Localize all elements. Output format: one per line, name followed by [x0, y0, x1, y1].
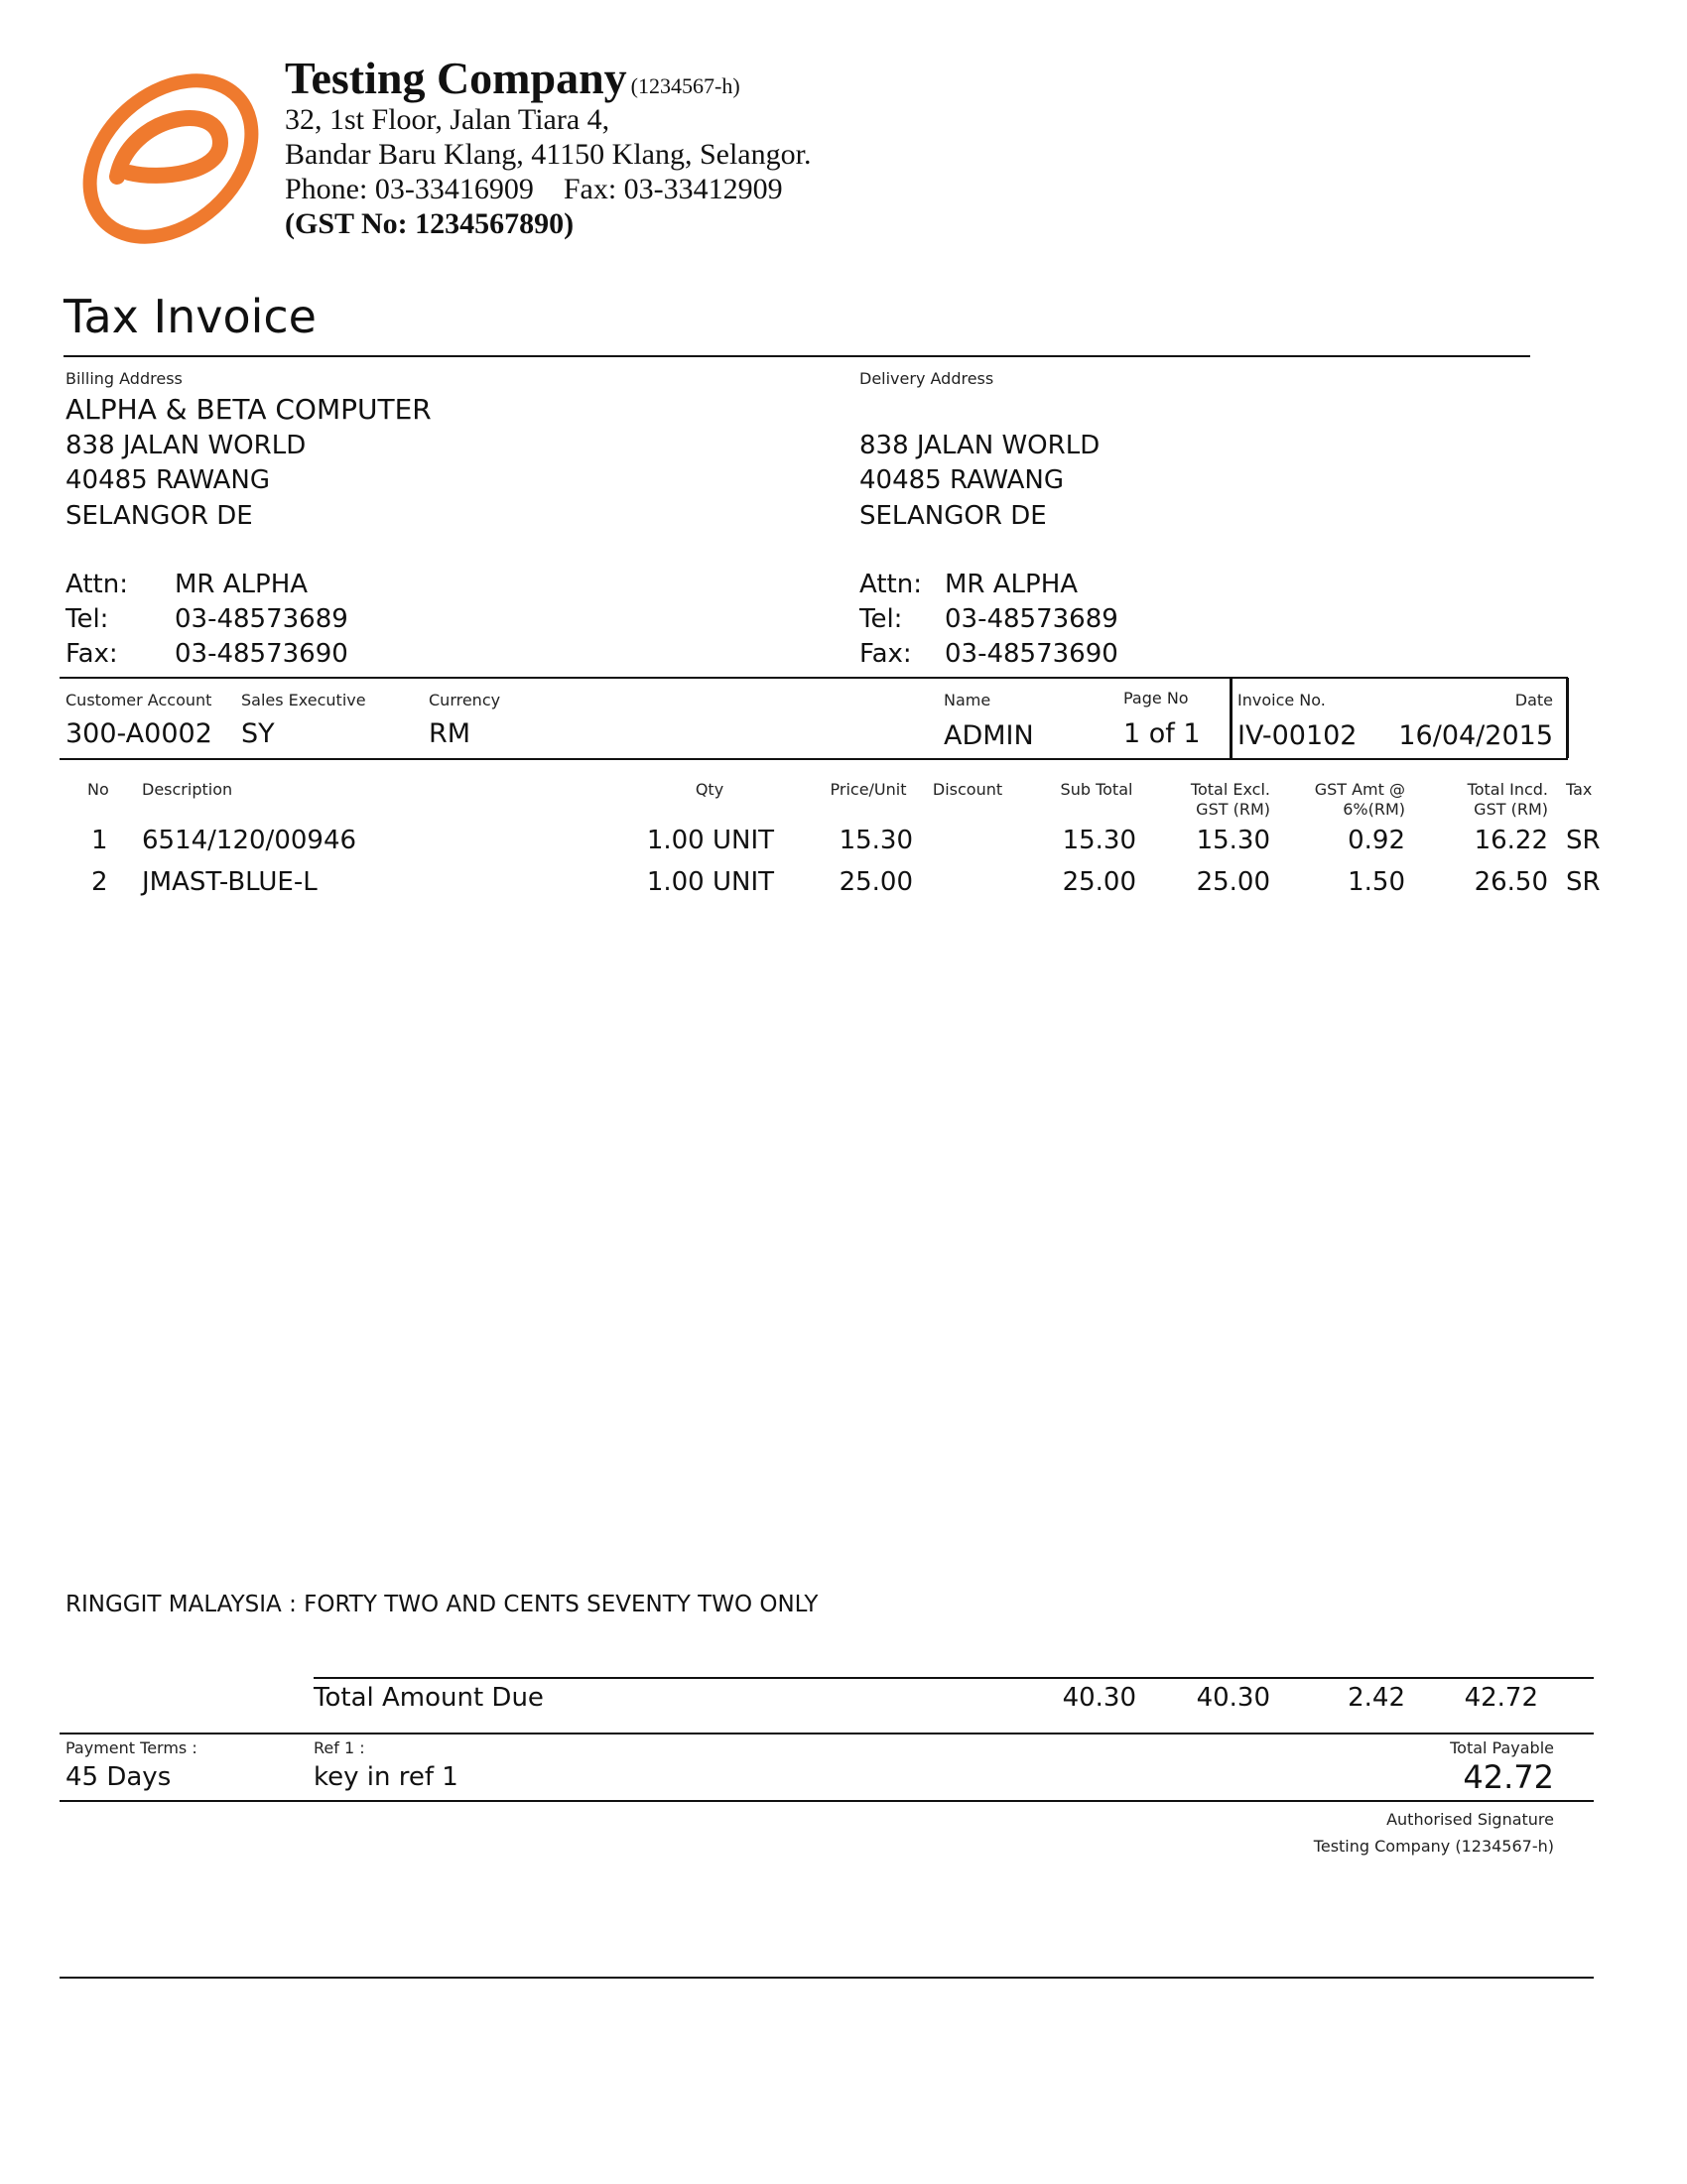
company-heading [285, 52, 740, 104]
item-subtotal: 15.30 [1062, 826, 1136, 855]
item-no: 1 [91, 826, 108, 855]
ref-value: key in ref 1 [314, 1762, 458, 1792]
page-no-label: Page No [1123, 689, 1189, 707]
totals-top-divider [314, 1677, 1594, 1679]
item-no: 2 [91, 867, 108, 897]
col-description: Description [142, 780, 233, 799]
company-gst-no: (GST No: 1234567890) [285, 207, 575, 240]
item-subtotal: 25.00 [1062, 867, 1136, 897]
total-subtotal: 40.30 [1062, 1683, 1136, 1713]
col-discount: Discount [932, 780, 1003, 799]
col-gst-amt-rate: 6%(RM) [1343, 800, 1405, 819]
total-excl: 40.30 [1196, 1683, 1270, 1713]
item-total-excl: 25.00 [1196, 867, 1270, 897]
item-qty: 1.00 UNIT [646, 867, 774, 897]
invoice-no: IV-00102 [1237, 720, 1358, 751]
currency: RM [429, 718, 471, 749]
item-total-incl: 26.50 [1474, 867, 1548, 897]
company-reg-no: (1234567-h) [630, 73, 740, 98]
delivery-attn-label: Attn: [859, 570, 922, 599]
document-title: Tax Invoice [64, 290, 317, 343]
page-no: 1 of 1 [1123, 718, 1201, 749]
total-gst: 2.42 [1348, 1683, 1405, 1713]
name-label: Name [944, 691, 991, 709]
delivery-attn: MR ALPHA [945, 570, 1079, 599]
item-gst-amt: 1.50 [1348, 867, 1405, 897]
company-name: Testing Company [285, 53, 627, 103]
meta-bottom-divider [60, 758, 1568, 760]
delivery-line-1: 838 JALAN WORLD [859, 431, 1101, 460]
title-divider [64, 355, 1530, 357]
total-payable: 42.72 [1463, 1758, 1554, 1796]
date-label: Date [1514, 691, 1553, 709]
total-amount-due-label: Total Amount Due [314, 1683, 544, 1713]
item-gst-amt: 0.92 [1348, 826, 1405, 855]
totals-bottom-divider [60, 1733, 1594, 1734]
ref-label: Ref 1 : [314, 1738, 365, 1757]
delivery-fax-label: Fax: [859, 639, 912, 669]
col-price: Price/Unit [830, 780, 907, 799]
company-address-2: Bandar Baru Klang, 41150 Klang, Selangor. [285, 138, 812, 171]
footer-divider [60, 1800, 1594, 1802]
billing-line-1: 838 JALAN WORLD [65, 431, 307, 460]
total-incl: 42.72 [1464, 1683, 1538, 1713]
authorised-signature-label: Authorised Signature [1386, 1810, 1554, 1829]
billing-attn: MR ALPHA [175, 570, 309, 599]
delivery-tel-label: Tel: [859, 604, 903, 634]
item-price: 25.00 [839, 867, 913, 897]
item-total-incl: 16.22 [1474, 826, 1548, 855]
sales-executive: SY [241, 718, 275, 749]
col-subtotal: Sub Total [1060, 780, 1133, 799]
name-value: ADMIN [944, 720, 1034, 751]
delivery-address-label: Delivery Address [859, 369, 994, 388]
item-price: 15.30 [839, 826, 913, 855]
delivery-line-2: 40485 RAWANG [859, 465, 1065, 495]
billing-line-2: 40485 RAWANG [65, 465, 271, 495]
col-total-incl: Total Incd. [1467, 780, 1548, 799]
col-total-excl-unit: GST (RM) [1196, 800, 1270, 819]
delivery-fax: 03-48573690 [945, 639, 1118, 669]
item-description: 6514/120/00946 [142, 826, 357, 855]
company-logo [71, 69, 270, 248]
payment-terms-label: Payment Terms : [65, 1738, 197, 1757]
company-address-1: 32, 1st Floor, Jalan Tiara 4, [285, 103, 610, 136]
billing-name: ALPHA & BETA COMPUTER [65, 393, 432, 426]
delivery-tel: 03-48573689 [945, 604, 1118, 634]
payment-terms: 45 Days [65, 1762, 172, 1792]
page-bottom-divider [60, 1977, 1594, 1979]
item-total-excl: 15.30 [1196, 826, 1270, 855]
col-no: No [87, 780, 109, 799]
billing-fax: 03-48573690 [175, 639, 348, 669]
col-gst-amt: GST Amt @ [1314, 780, 1405, 799]
col-qty: Qty [695, 780, 724, 799]
invoice-no-label: Invoice No. [1237, 691, 1326, 709]
item-qty: 1.00 UNIT [646, 826, 774, 855]
sales-executive-label: Sales Executive [241, 691, 366, 709]
signature-company: Testing Company (1234567-h) [1313, 1837, 1554, 1856]
total-payable-label: Total Payable [1450, 1738, 1554, 1757]
billing-tel: 03-48573689 [175, 604, 348, 634]
billing-fax-label: Fax: [65, 639, 118, 669]
col-total-excl: Total Excl. [1190, 780, 1270, 799]
customer-account-label: Customer Account [65, 691, 212, 709]
amount-in-words: RINGGIT MALAYSIA : FORTY TWO AND CENTS SEVENTY TWO ONLY [65, 1592, 819, 1617]
delivery-line-3: SELANGOR DE [859, 501, 1047, 531]
col-tax: Tax [1566, 780, 1593, 799]
billing-line-3: SELANGOR DE [65, 501, 253, 531]
invoice-date: 16/04/2015 [1398, 720, 1553, 751]
item-tax: SR [1566, 867, 1601, 897]
col-total-incl-unit: GST (RM) [1474, 800, 1548, 819]
item-tax: SR [1566, 826, 1601, 855]
company-phone-fax: Phone: 03-33416909 Fax: 03-33412909 [285, 173, 783, 205]
item-description: JMAST-BLUE-L [142, 867, 318, 897]
currency-label: Currency [429, 691, 501, 709]
customer-account: 300-A0002 [65, 718, 212, 749]
billing-attn-label: Attn: [65, 570, 128, 599]
billing-tel-label: Tel: [65, 604, 109, 634]
billing-address-label: Billing Address [65, 369, 183, 388]
